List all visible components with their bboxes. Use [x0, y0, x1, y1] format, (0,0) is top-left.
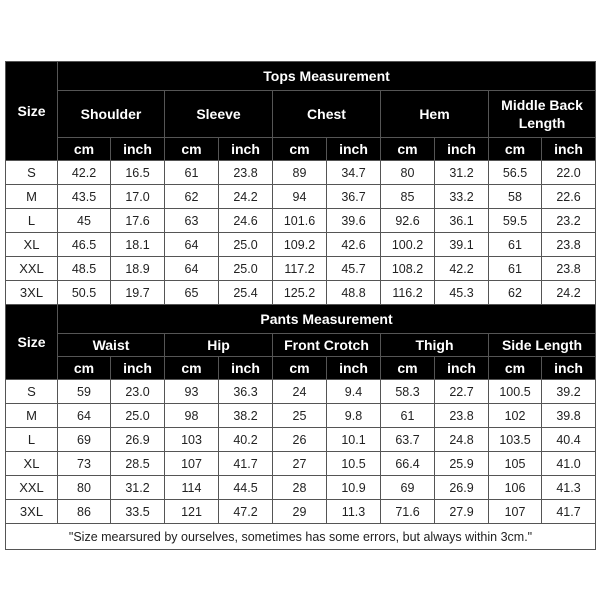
pants-value-cell: 102 — [489, 404, 542, 428]
tops-group-header: Sleeve — [165, 91, 273, 138]
tops-value-cell: 92.6 — [381, 209, 435, 233]
tops-value-cell: 85 — [381, 185, 435, 209]
tops-unit-header: inch — [111, 138, 165, 161]
tops-size-cell: L — [6, 209, 58, 233]
pants-unit-header: cm — [489, 357, 542, 380]
pants-group-header: Side Length — [489, 334, 596, 357]
tops-size-cell: XXL — [6, 257, 58, 281]
tops-value-cell: 100.2 — [381, 233, 435, 257]
tops-value-cell: 19.7 — [111, 281, 165, 305]
tops-value-cell: 18.1 — [111, 233, 165, 257]
tops-value-cell: 16.5 — [111, 161, 165, 185]
pants-value-cell: 58.3 — [381, 380, 435, 404]
size-chart — [5, 61, 595, 550]
pants-value-cell: 93 — [165, 380, 219, 404]
tops-value-cell: 17.6 — [111, 209, 165, 233]
pants-unit-row — [6, 357, 596, 380]
pants-value-cell: 121 — [165, 500, 219, 524]
pants-value-cell: 106 — [489, 476, 542, 500]
tops-group-header: Shoulder — [58, 91, 165, 138]
tops-value-cell: 45.7 — [327, 257, 381, 281]
pants-value-cell: 41.0 — [542, 452, 596, 476]
tops-value-cell: 36.1 — [435, 209, 489, 233]
tops-value-cell: 108.2 — [381, 257, 435, 281]
tops-unit-header: inch — [327, 138, 381, 161]
pants-value-cell: 23.8 — [435, 404, 489, 428]
tops-table-row — [6, 185, 596, 209]
size-table — [5, 61, 596, 550]
pants-value-cell: 11.3 — [327, 500, 381, 524]
pants-value-cell: 66.4 — [381, 452, 435, 476]
tops-value-cell: 39.1 — [435, 233, 489, 257]
pants-value-cell: 73 — [58, 452, 111, 476]
pants-value-cell: 24.8 — [435, 428, 489, 452]
pants-value-cell: 10.1 — [327, 428, 381, 452]
pants-value-cell: 103.5 — [489, 428, 542, 452]
tops-value-cell: 25.4 — [219, 281, 273, 305]
pants-value-cell: 26 — [273, 428, 327, 452]
pants-unit-header: inch — [435, 357, 489, 380]
tops-value-cell: 64 — [165, 233, 219, 257]
tops-value-cell: 59.5 — [489, 209, 542, 233]
tops-value-cell: 23.8 — [542, 233, 596, 257]
tops-value-cell: 62 — [165, 185, 219, 209]
tops-unit-header: inch — [542, 138, 596, 161]
tops-value-cell: 62 — [489, 281, 542, 305]
tops-value-cell: 65 — [165, 281, 219, 305]
pants-value-cell: 38.2 — [219, 404, 273, 428]
pants-value-cell: 27.9 — [435, 500, 489, 524]
pants-table-row — [6, 380, 596, 404]
pants-group-header: Hip — [165, 334, 273, 357]
tops-value-cell: 94 — [273, 185, 327, 209]
pants-value-cell: 39.2 — [542, 380, 596, 404]
pants-unit-header: cm — [165, 357, 219, 380]
pants-size-cell: 3XL — [6, 500, 58, 524]
tops-size-cell: XL — [6, 233, 58, 257]
pants-table-row — [6, 404, 596, 428]
tops-size-cell: S — [6, 161, 58, 185]
pants-value-cell: 26.9 — [435, 476, 489, 500]
tops-value-cell: 116.2 — [381, 281, 435, 305]
pants-value-cell: 80 — [58, 476, 111, 500]
pants-value-cell: 25.0 — [111, 404, 165, 428]
tops-value-cell: 33.2 — [435, 185, 489, 209]
pants-value-cell: 29 — [273, 500, 327, 524]
tops-value-cell: 25.0 — [219, 233, 273, 257]
pants-size-header: Size — [6, 305, 58, 380]
tops-unit-header: inch — [435, 138, 489, 161]
tops-value-cell: 48.5 — [58, 257, 111, 281]
measurement-note: "Size mearsured by ourselves, sometimes has some errors, but always within 3cm." — [6, 524, 596, 550]
tops-unit-header: inch — [219, 138, 273, 161]
tops-value-cell: 56.5 — [489, 161, 542, 185]
tops-value-cell: 25.0 — [219, 257, 273, 281]
pants-value-cell: 40.2 — [219, 428, 273, 452]
tops-value-cell: 36.7 — [327, 185, 381, 209]
pants-value-cell: 27 — [273, 452, 327, 476]
pants-value-cell: 107 — [165, 452, 219, 476]
pants-unit-header: inch — [219, 357, 273, 380]
tops-table-row — [6, 233, 596, 257]
tops-unit-header: cm — [381, 138, 435, 161]
pants-value-cell: 100.5 — [489, 380, 542, 404]
tops-unit-header: cm — [165, 138, 219, 161]
tops-title: Tops Measurement — [58, 62, 596, 91]
tops-value-cell: 117.2 — [273, 257, 327, 281]
tops-value-cell: 24.2 — [542, 281, 596, 305]
tops-value-cell: 42.2 — [435, 257, 489, 281]
tops-value-cell: 61 — [165, 161, 219, 185]
pants-title: Pants Measurement — [58, 305, 596, 334]
tops-group-header: Chest — [273, 91, 381, 138]
pants-table-row — [6, 500, 596, 524]
pants-value-cell: 61 — [381, 404, 435, 428]
pants-value-cell: 9.4 — [327, 380, 381, 404]
tops-table-row — [6, 257, 596, 281]
pants-unit-header: cm — [381, 357, 435, 380]
tops-size-cell: M — [6, 185, 58, 209]
pants-table-row — [6, 476, 596, 500]
pants-unit-header: cm — [273, 357, 327, 380]
tops-unit-row — [6, 138, 596, 161]
tops-table-row — [6, 281, 596, 305]
pants-table-row — [6, 428, 596, 452]
pants-size-cell: XXL — [6, 476, 58, 500]
pants-value-cell: 114 — [165, 476, 219, 500]
tops-section — [6, 62, 596, 305]
pants-value-cell: 23.0 — [111, 380, 165, 404]
pants-size-cell: XL — [6, 452, 58, 476]
pants-group-row — [6, 334, 596, 357]
pants-group-header: Front Crotch — [273, 334, 381, 357]
pants-value-cell: 41.7 — [542, 500, 596, 524]
pants-unit-header: inch — [542, 357, 596, 380]
tops-value-cell: 48.8 — [327, 281, 381, 305]
pants-value-cell: 41.7 — [219, 452, 273, 476]
tops-value-cell: 22.0 — [542, 161, 596, 185]
tops-value-cell: 23.8 — [542, 257, 596, 281]
pants-value-cell: 69 — [381, 476, 435, 500]
tops-value-cell: 34.7 — [327, 161, 381, 185]
tops-group-header: Hem — [381, 91, 489, 138]
pants-unit-header: cm — [58, 357, 111, 380]
tops-title-row — [6, 62, 596, 91]
pants-value-cell: 71.6 — [381, 500, 435, 524]
pants-value-cell: 9.8 — [327, 404, 381, 428]
tops-table-row — [6, 209, 596, 233]
pants-value-cell: 25.9 — [435, 452, 489, 476]
tops-group-row — [6, 91, 596, 138]
tops-value-cell: 22.6 — [542, 185, 596, 209]
tops-value-cell: 61 — [489, 233, 542, 257]
pants-value-cell: 33.5 — [111, 500, 165, 524]
pants-size-cell: S — [6, 380, 58, 404]
tops-table-row — [6, 161, 596, 185]
pants-value-cell: 26.9 — [111, 428, 165, 452]
pants-value-cell: 63.7 — [381, 428, 435, 452]
tops-value-cell: 24.6 — [219, 209, 273, 233]
pants-value-cell: 41.3 — [542, 476, 596, 500]
tops-value-cell: 42.6 — [327, 233, 381, 257]
pants-value-cell: 28.5 — [111, 452, 165, 476]
pants-value-cell: 98 — [165, 404, 219, 428]
tops-size-header: Size — [6, 62, 58, 161]
pants-value-cell: 86 — [58, 500, 111, 524]
pants-value-cell: 64 — [58, 404, 111, 428]
pants-title-row — [6, 305, 596, 334]
tops-group-header: Middle Back Length — [489, 91, 596, 138]
tops-value-cell: 42.2 — [58, 161, 111, 185]
pants-size-cell: M — [6, 404, 58, 428]
pants-unit-header: inch — [327, 357, 381, 380]
tops-unit-header: cm — [273, 138, 327, 161]
tops-value-cell: 31.2 — [435, 161, 489, 185]
tops-value-cell: 63 — [165, 209, 219, 233]
pants-value-cell: 47.2 — [219, 500, 273, 524]
tops-value-cell: 23.8 — [219, 161, 273, 185]
pants-value-cell: 69 — [58, 428, 111, 452]
pants-value-cell: 59 — [58, 380, 111, 404]
tops-value-cell: 101.6 — [273, 209, 327, 233]
tops-value-cell: 58 — [489, 185, 542, 209]
tops-value-cell: 46.5 — [58, 233, 111, 257]
tops-value-cell: 43.5 — [58, 185, 111, 209]
pants-value-cell: 105 — [489, 452, 542, 476]
pants-value-cell: 24 — [273, 380, 327, 404]
pants-value-cell: 22.7 — [435, 380, 489, 404]
pants-size-cell: L — [6, 428, 58, 452]
tops-value-cell: 125.2 — [273, 281, 327, 305]
tops-value-cell: 109.2 — [273, 233, 327, 257]
pants-value-cell: 44.5 — [219, 476, 273, 500]
pants-value-cell: 31.2 — [111, 476, 165, 500]
pants-value-cell: 10.5 — [327, 452, 381, 476]
pants-value-cell: 25 — [273, 404, 327, 428]
tops-value-cell: 89 — [273, 161, 327, 185]
tops-value-cell: 50.5 — [58, 281, 111, 305]
tops-value-cell: 45.3 — [435, 281, 489, 305]
pants-value-cell: 36.3 — [219, 380, 273, 404]
tops-value-cell: 64 — [165, 257, 219, 281]
pants-value-cell: 40.4 — [542, 428, 596, 452]
tops-value-cell: 80 — [381, 161, 435, 185]
pants-group-header: Thigh — [381, 334, 489, 357]
tops-value-cell: 18.9 — [111, 257, 165, 281]
tops-unit-header: cm — [489, 138, 542, 161]
tops-value-cell: 45 — [58, 209, 111, 233]
pants-value-cell: 103 — [165, 428, 219, 452]
tops-size-cell: 3XL — [6, 281, 58, 305]
pants-value-cell: 10.9 — [327, 476, 381, 500]
tops-value-cell: 24.2 — [219, 185, 273, 209]
pants-table-row — [6, 452, 596, 476]
pants-section — [6, 305, 596, 524]
tops-value-cell: 61 — [489, 257, 542, 281]
pants-value-cell: 28 — [273, 476, 327, 500]
tops-value-cell: 17.0 — [111, 185, 165, 209]
tops-value-cell: 39.6 — [327, 209, 381, 233]
tops-value-cell: 23.2 — [542, 209, 596, 233]
tops-unit-header: cm — [58, 138, 111, 161]
pants-group-header: Waist — [58, 334, 165, 357]
pants-unit-header: inch — [111, 357, 165, 380]
pants-value-cell: 39.8 — [542, 404, 596, 428]
pants-value-cell: 107 — [489, 500, 542, 524]
